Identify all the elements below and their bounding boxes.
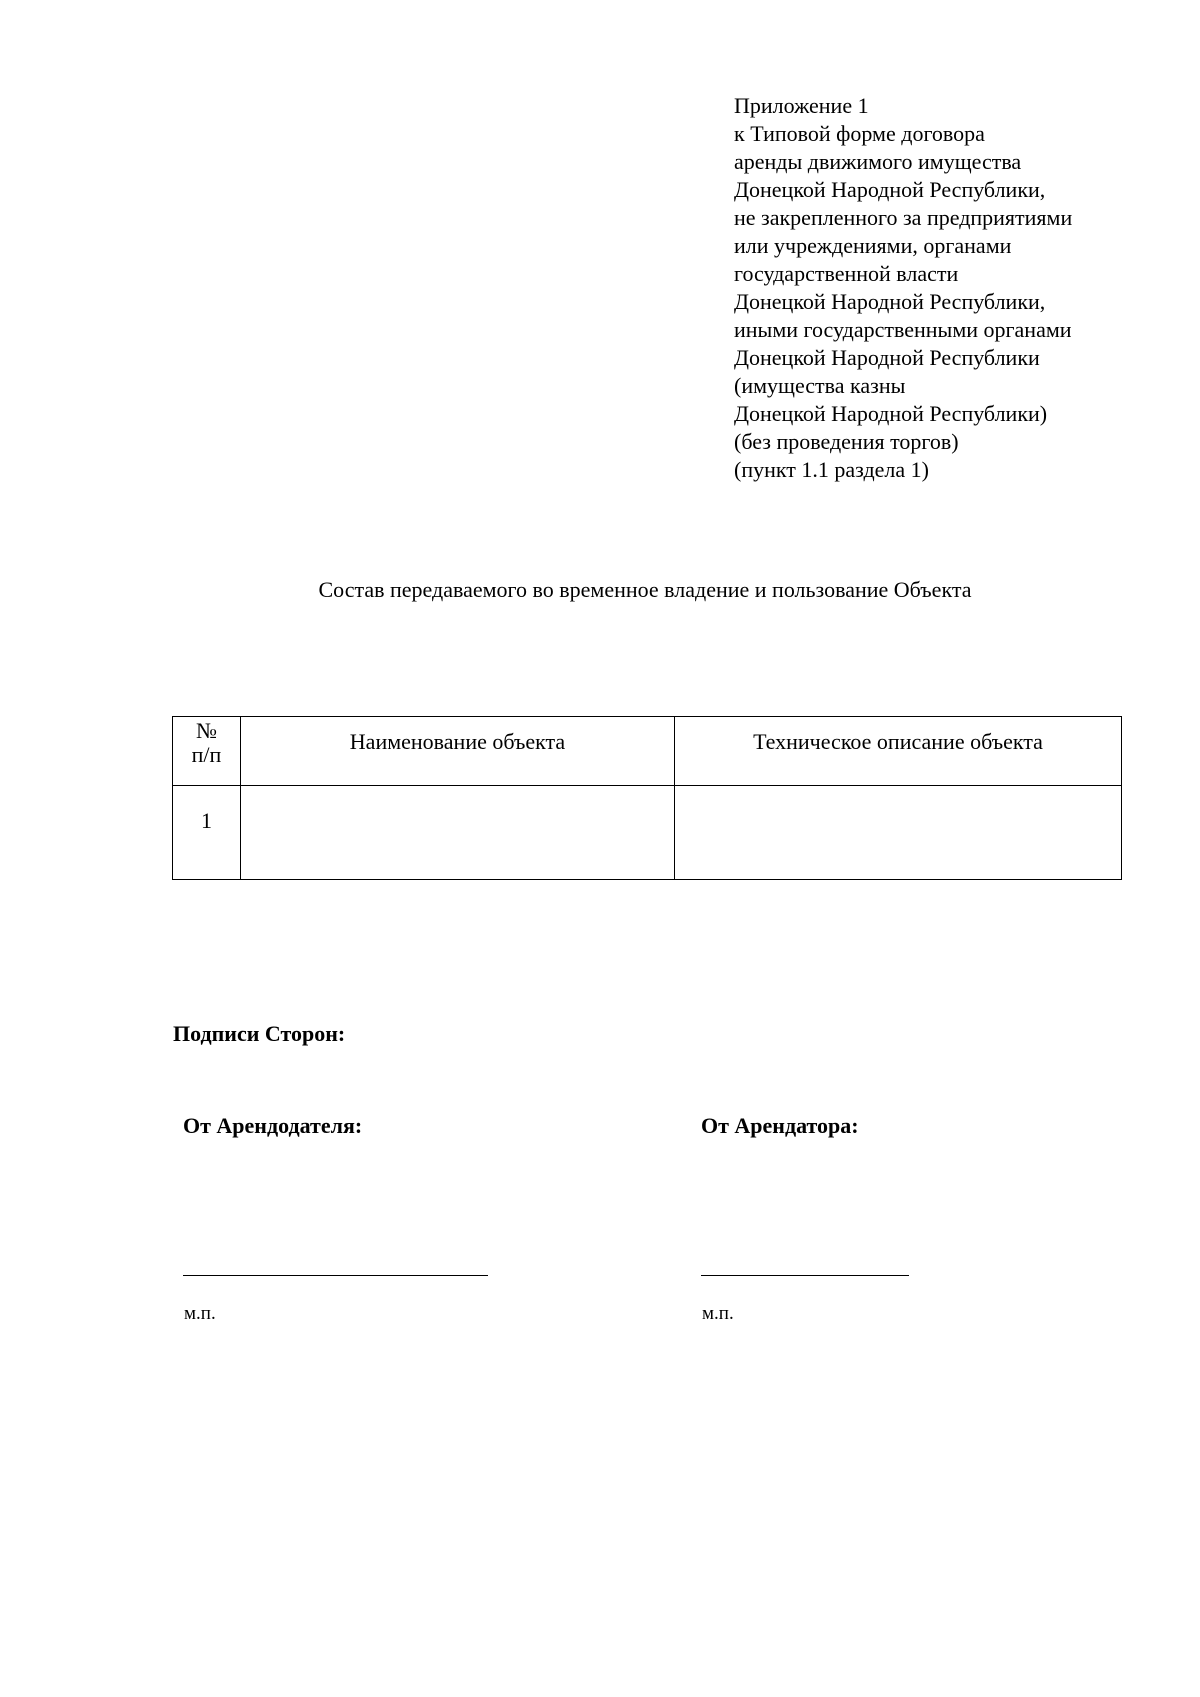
object-description-cell: [675, 786, 1122, 880]
appendix-line: Донецкой Народной Республики,: [734, 177, 1046, 202]
column-header-number: [173, 717, 241, 786]
lessee-label: От Арендатора:: [701, 1113, 859, 1138]
appendix-line: иными государственными органами: [734, 317, 1072, 342]
objects-table: [172, 716, 1122, 880]
appendix-line: не закрепленного за предприятиями: [734, 205, 1073, 230]
lessee-signature-line: [701, 1275, 909, 1276]
column-header-description: Техническое описание объекта: [675, 717, 1122, 786]
appendix-line: (пункт 1.1 раздела 1): [734, 457, 929, 482]
appendix-line: (имущества казны: [734, 373, 906, 398]
document-title: Состав передаваемого во временное владение и пользование Объекта: [318, 577, 972, 602]
lessor-stamp-label: м.п.: [184, 1303, 216, 1324]
appendix-line: государственной власти: [734, 261, 959, 286]
column-header-name: Наименование объекта: [241, 717, 675, 786]
appendix-reference: [734, 92, 1154, 484]
table-header-row: [173, 717, 1122, 786]
appendix-line: Приложение 1: [734, 93, 869, 118]
appendix-line: Донецкой Народной Республики,: [734, 289, 1046, 314]
row-number-cell: 1: [173, 786, 241, 880]
appendix-line: (без проведения торгов): [734, 429, 959, 454]
number-header-abbr: п/п: [191, 742, 222, 767]
appendix-line: Донецкой Народной Республики: [734, 345, 1040, 370]
lessor-label: От Арендодателя:: [183, 1113, 363, 1138]
lessee-stamp-label: м.п.: [702, 1303, 734, 1324]
signatures-heading: Подписи Сторон:: [173, 1021, 346, 1046]
appendix-line: аренды движимого имущества: [734, 149, 1022, 174]
appendix-line: Донецкой Народной Республики): [734, 401, 1048, 426]
lessor-signature-line: [183, 1275, 488, 1276]
appendix-line: или учреждениями, органами: [734, 233, 1012, 258]
object-name-cell: [241, 786, 675, 880]
appendix-line: к Типовой форме договора: [734, 121, 985, 146]
table-row: [173, 786, 1122, 880]
number-header-symbol: №: [196, 718, 217, 743]
